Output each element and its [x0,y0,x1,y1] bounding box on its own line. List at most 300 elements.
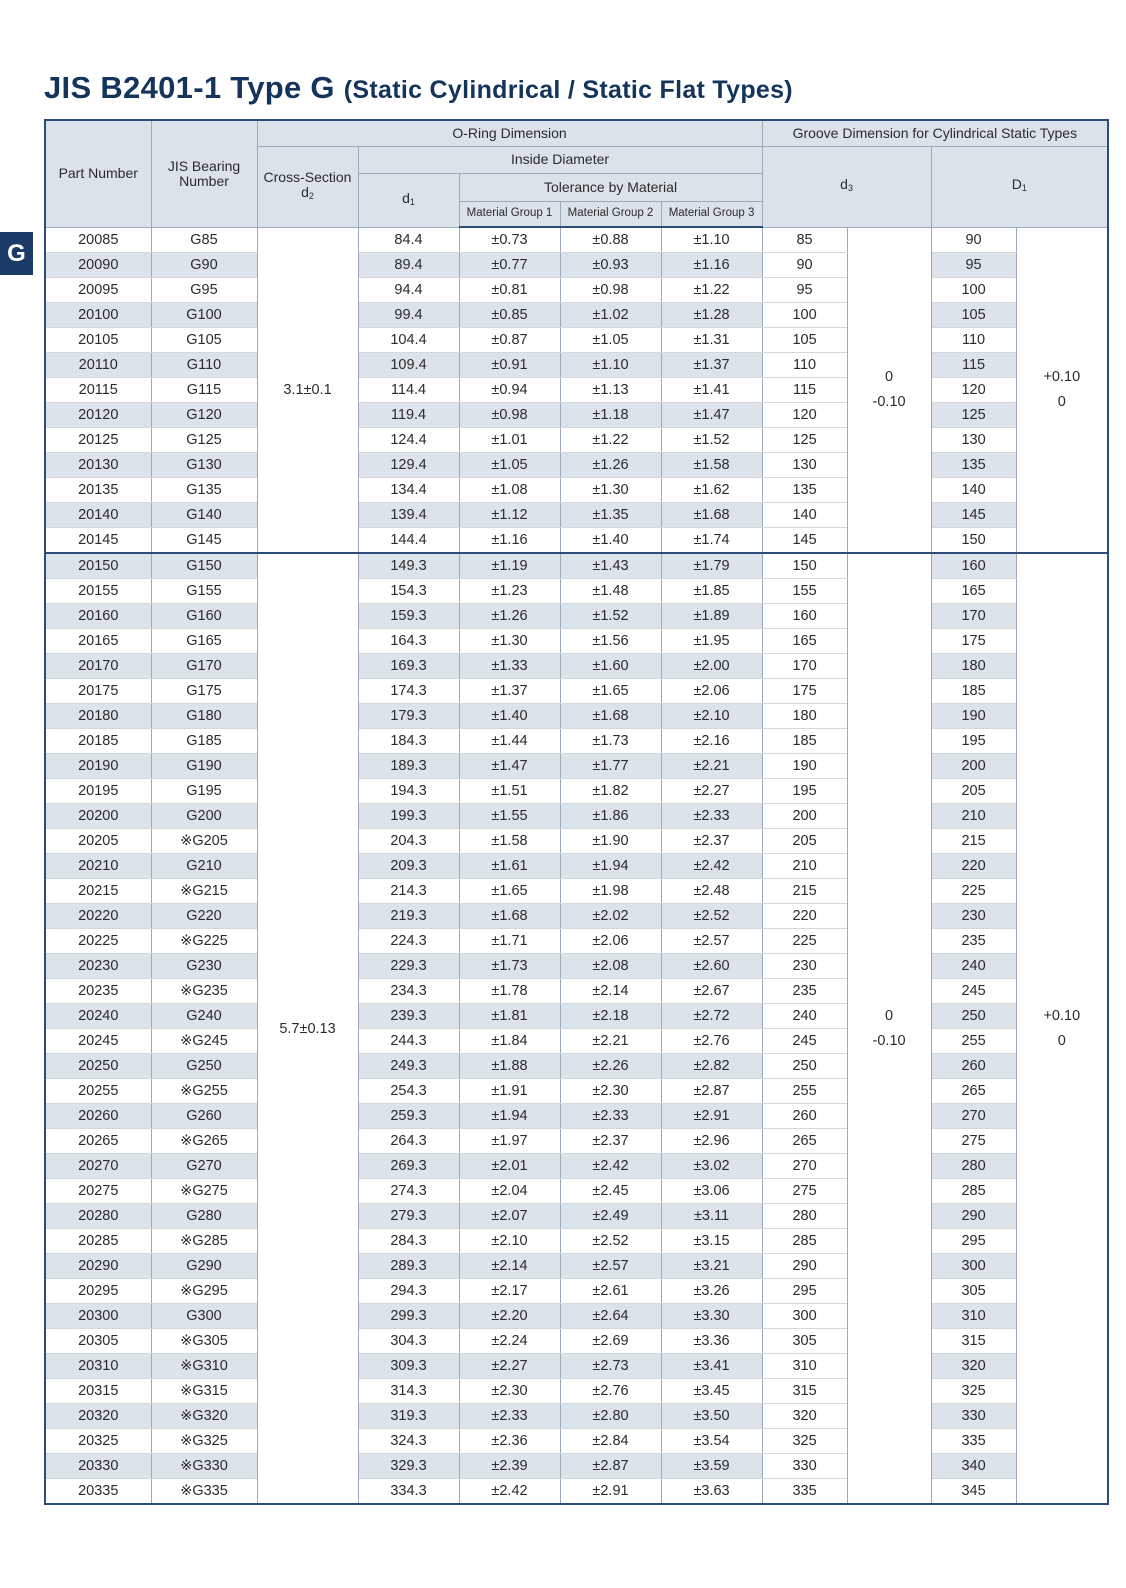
cell-inside-diameter: 139.4 [358,503,459,528]
cell-d3: 245 [762,1029,847,1054]
cell-jis-number: G165 [151,629,257,654]
cell-tol-group-2: ±2.57 [560,1254,661,1279]
header-groove-dimension: Groove Dimension for Cylindrical Static Types [762,120,1108,146]
cell-d3: 170 [762,654,847,679]
cell-d3: 120 [762,403,847,428]
cell-tol-group-3: ±2.21 [661,754,762,779]
table-row [45,679,1108,704]
cell-part-number: 20270 [45,1154,151,1179]
cell-jis-number: G260 [151,1104,257,1129]
cell-jis-number: G160 [151,604,257,629]
cell-D1: 340 [931,1454,1016,1479]
cell-part-number: 20215 [45,879,151,904]
cell-inside-diameter: 279.3 [358,1204,459,1229]
cell-D1: 280 [931,1154,1016,1179]
table-row [45,303,1108,328]
cell-d3: 230 [762,954,847,979]
cell-tol-group-2: ±1.94 [560,854,661,879]
cell-d3: 270 [762,1154,847,1179]
table-row [45,428,1108,453]
d3-tol-lower: -0.10 [872,1032,906,1049]
cell-inside-diameter: 154.3 [358,579,459,604]
table-row [45,1279,1108,1304]
cell-tol-group-3: ±1.10 [661,227,762,253]
cell-tol-group-3: ±3.30 [661,1304,762,1329]
cell-jis-number: ※G295 [151,1279,257,1304]
header-d1 [358,173,459,227]
cell-D1-tolerance [1016,553,1108,1504]
cell-jis-number: G200 [151,804,257,829]
cell-d3: 260 [762,1104,847,1129]
cell-inside-diameter: 109.4 [358,353,459,378]
cell-D1: 305 [931,1279,1016,1304]
cell-tol-group-2: ±1.77 [560,754,661,779]
cell-D1: 215 [931,829,1016,854]
cell-tol-group-1: ±2.04 [459,1179,560,1204]
cell-tol-group-1: ±1.97 [459,1129,560,1154]
cell-tol-group-1: ±0.85 [459,303,560,328]
cell-jis-number: G125 [151,428,257,453]
table-row [45,353,1108,378]
cell-d3: 235 [762,979,847,1004]
cell-D1: 285 [931,1179,1016,1204]
cell-tol-group-1: ±2.30 [459,1379,560,1404]
cell-D1: 325 [931,1379,1016,1404]
cell-jis-number: ※G305 [151,1329,257,1354]
cell-inside-diameter: 269.3 [358,1154,459,1179]
cell-inside-diameter: 179.3 [358,704,459,729]
cell-tol-group-3: ±2.06 [661,679,762,704]
header-material-group-2: Material Group 2 [560,201,661,227]
cell-tol-group-1: ±1.78 [459,979,560,1004]
cell-D1: 175 [931,629,1016,654]
cell-part-number: 20175 [45,679,151,704]
cell-D1: 120 [931,378,1016,403]
cell-tol-group-1: ±2.27 [459,1354,560,1379]
cell-tol-group-3: ±2.00 [661,654,762,679]
cell-tol-group-3: ±1.79 [661,553,762,579]
header-part-number: Part Number [45,120,151,227]
cell-tol-group-2: ±2.84 [560,1429,661,1454]
cell-tol-group-2: ±1.26 [560,453,661,478]
cell-inside-diameter: 119.4 [358,403,459,428]
cell-jis-number: G100 [151,303,257,328]
cell-tol-group-3: ±2.27 [661,779,762,804]
cell-jis-number: G90 [151,253,257,278]
cell-inside-diameter: 224.3 [358,929,459,954]
cell-tol-group-1: ±1.65 [459,879,560,904]
cell-tol-group-1: ±2.07 [459,1204,560,1229]
cell-tol-group-2: ±1.60 [560,654,661,679]
cell-tol-group-2: ±1.90 [560,829,661,854]
table-row [45,453,1108,478]
cell-tol-group-2: ±0.88 [560,227,661,253]
cell-D1: 250 [931,1004,1016,1029]
cell-tol-group-1: ±1.19 [459,553,560,579]
cell-tol-group-1: ±1.12 [459,503,560,528]
D1-tol-upper: +0.10 [1043,368,1081,385]
cell-tol-group-1: ±2.14 [459,1254,560,1279]
header-d1-subscript: 1 [409,196,415,207]
cell-inside-diameter: 99.4 [358,303,459,328]
cell-tol-group-2: ±1.52 [560,604,661,629]
cell-part-number: 20145 [45,528,151,554]
table-row [45,754,1108,779]
header-d3-subscript: 3 [847,183,853,193]
cell-part-number: 20115 [45,378,151,403]
cell-tol-group-3: ±1.89 [661,604,762,629]
cell-part-number: 20095 [45,278,151,303]
cell-jis-number: G85 [151,227,257,253]
cell-jis-number: G180 [151,704,257,729]
cell-tol-group-2: ±1.18 [560,403,661,428]
cell-d3: 100 [762,303,847,328]
cell-D1: 255 [931,1029,1016,1054]
cell-inside-diameter: 84.4 [358,227,459,253]
cell-jis-number: G175 [151,679,257,704]
cell-inside-diameter: 294.3 [358,1279,459,1304]
cell-d3: 210 [762,854,847,879]
cell-inside-diameter: 94.4 [358,278,459,303]
cell-part-number: 20320 [45,1404,151,1429]
cell-part-number: 20240 [45,1004,151,1029]
page-title [44,70,793,106]
cell-tol-group-1: ±2.36 [459,1429,560,1454]
cell-inside-diameter: 314.3 [358,1379,459,1404]
cell-jis-number: ※G215 [151,879,257,904]
cell-D1: 165 [931,579,1016,604]
cell-part-number: 20245 [45,1029,151,1054]
cell-d3: 200 [762,804,847,829]
cell-D1: 150 [931,528,1016,554]
table-row [45,1254,1108,1279]
cell-d3: 190 [762,754,847,779]
cell-tol-group-1: ±0.87 [459,328,560,353]
cell-tol-group-2: ±1.98 [560,879,661,904]
cell-part-number: 20225 [45,929,151,954]
table-row [45,1004,1108,1029]
cell-tol-group-2: ±2.06 [560,929,661,954]
cell-D1: 335 [931,1429,1016,1454]
table-row [45,253,1108,278]
cell-d3: 130 [762,453,847,478]
cell-tol-group-3: ±1.85 [661,579,762,604]
cell-D1: 195 [931,729,1016,754]
cell-part-number: 20085 [45,227,151,253]
cell-part-number: 20285 [45,1229,151,1254]
cell-tol-group-2: ±1.05 [560,328,661,353]
cell-tol-group-2: ±1.56 [560,629,661,654]
cell-tol-group-1: ±1.88 [459,1054,560,1079]
cell-tol-group-3: ±2.42 [661,854,762,879]
cell-tol-group-2: ±2.61 [560,1279,661,1304]
cell-tol-group-1: ±2.42 [459,1479,560,1505]
cell-jis-number: ※G255 [151,1079,257,1104]
cell-inside-diameter: 219.3 [358,904,459,929]
table-row [45,553,1108,579]
cell-inside-diameter: 149.3 [358,553,459,579]
cell-tol-group-2: ±2.69 [560,1329,661,1354]
cell-tol-group-3: ±1.41 [661,378,762,403]
cell-inside-diameter: 89.4 [358,253,459,278]
table-row [45,503,1108,528]
cell-D1: 100 [931,278,1016,303]
cell-tol-group-3: ±1.16 [661,253,762,278]
cell-d3: 125 [762,428,847,453]
table-row [45,227,1108,253]
cell-tol-group-1: ±1.01 [459,428,560,453]
cell-tol-group-1: ±0.77 [459,253,560,278]
cell-tol-group-2: ±1.02 [560,303,661,328]
cell-jis-number: G280 [151,1204,257,1229]
cell-part-number: 20290 [45,1254,151,1279]
cell-tol-group-2: ±2.37 [560,1129,661,1154]
cell-jis-number: G170 [151,654,257,679]
cell-tol-group-2: ±2.64 [560,1304,661,1329]
cell-tol-group-3: ±2.96 [661,1129,762,1154]
table-row [45,1179,1108,1204]
table-row [45,1104,1108,1129]
header-d2-symbol: d [301,183,309,200]
table-row [45,1079,1108,1104]
cell-tol-group-1: ±1.08 [459,478,560,503]
d3-tol-upper: 0 [885,368,894,385]
cell-D1-tolerance [1016,227,1108,553]
cell-tol-group-1: ±1.30 [459,629,560,654]
cell-tol-group-2: ±2.02 [560,904,661,929]
cell-tol-group-1: ±1.68 [459,904,560,929]
table-row [45,1479,1108,1505]
title-main: JIS B2401-1 Type G [44,70,335,105]
cell-jis-number: ※G265 [151,1129,257,1154]
cell-tol-group-1: ±1.26 [459,604,560,629]
cell-tol-group-1: ±1.47 [459,754,560,779]
cell-D1: 110 [931,328,1016,353]
cell-inside-diameter: 264.3 [358,1129,459,1154]
cell-D1: 90 [931,227,1016,253]
cell-D1: 140 [931,478,1016,503]
cell-tol-group-2: ±2.18 [560,1004,661,1029]
cell-tol-group-2: ±1.68 [560,704,661,729]
cell-inside-diameter: 274.3 [358,1179,459,1204]
section-tab-g: G [0,232,33,275]
cell-part-number: 20335 [45,1479,151,1505]
cell-jis-number: ※G285 [151,1229,257,1254]
cell-d3: 330 [762,1454,847,1479]
cell-D1: 265 [931,1079,1016,1104]
cell-jis-number: G195 [151,779,257,804]
table-row [45,729,1108,754]
cell-inside-diameter: 329.3 [358,1454,459,1479]
cell-tol-group-3: ±1.62 [661,478,762,503]
cell-jis-number: G115 [151,378,257,403]
cell-part-number: 20150 [45,553,151,579]
cell-jis-number: ※G335 [151,1479,257,1505]
cell-d3: 85 [762,227,847,253]
cell-part-number: 20170 [45,654,151,679]
cell-d3: 180 [762,704,847,729]
cell-tol-group-1: ±1.16 [459,528,560,554]
cell-part-number: 20100 [45,303,151,328]
cell-inside-diameter: 169.3 [358,654,459,679]
cell-jis-number: G110 [151,353,257,378]
table-row [45,1154,1108,1179]
cell-D1: 270 [931,1104,1016,1129]
cell-D1: 170 [931,604,1016,629]
cell-tol-group-1: ±1.58 [459,829,560,854]
header-D1-subscript: 1 [1021,183,1027,193]
cell-jis-number: G300 [151,1304,257,1329]
cell-D1: 300 [931,1254,1016,1279]
table-row [45,704,1108,729]
cell-inside-diameter: 134.4 [358,478,459,503]
cell-D1: 180 [931,654,1016,679]
cell-inside-diameter: 204.3 [358,829,459,854]
cell-tol-group-2: ±1.35 [560,503,661,528]
cell-D1: 330 [931,1404,1016,1429]
cell-d3: 300 [762,1304,847,1329]
cell-part-number: 20235 [45,979,151,1004]
header-tolerance-by-material: Tolerance by Material [459,173,762,201]
table-row [45,1204,1108,1229]
cell-part-number: 20325 [45,1429,151,1454]
cell-tol-group-1: ±1.91 [459,1079,560,1104]
cell-D1: 190 [931,704,1016,729]
cell-tol-group-1: ±1.61 [459,854,560,879]
cell-tol-group-1: ±1.05 [459,453,560,478]
cell-part-number: 20310 [45,1354,151,1379]
header-d3 [762,146,931,227]
cell-tol-group-3: ±2.72 [661,1004,762,1029]
cell-tol-group-3: ±1.95 [661,629,762,654]
cell-tol-group-3: ±3.54 [661,1429,762,1454]
table-row [45,1304,1108,1329]
cell-jis-number: ※G320 [151,1404,257,1429]
cell-D1: 95 [931,253,1016,278]
table-row [45,804,1108,829]
cell-D1: 205 [931,779,1016,804]
cell-inside-diameter: 114.4 [358,378,459,403]
cell-d3: 250 [762,1054,847,1079]
cell-tol-group-2: ±2.80 [560,1404,661,1429]
header-material-group-1: Material Group 1 [459,201,560,227]
cell-tol-group-2: ±2.42 [560,1154,661,1179]
table-row [45,328,1108,353]
cell-tol-group-2: ±2.45 [560,1179,661,1204]
cell-d3: 165 [762,629,847,654]
cell-jis-number: ※G310 [151,1354,257,1379]
cell-jis-number: G220 [151,904,257,929]
cell-jis-number: G145 [151,528,257,554]
header-d2-subscript: 2 [308,190,314,201]
cell-inside-diameter: 289.3 [358,1254,459,1279]
cell-tol-group-3: ±1.31 [661,328,762,353]
cell-tol-group-3: ±2.48 [661,879,762,904]
cell-tol-group-1: ±2.17 [459,1279,560,1304]
cell-part-number: 20190 [45,754,151,779]
cell-tol-group-1: ±1.71 [459,929,560,954]
table-row [45,1404,1108,1429]
table-row [45,879,1108,904]
header-cross-section [257,146,358,227]
cell-tol-group-3: ±2.10 [661,704,762,729]
title-subtitle: (Static Cylindrical / Static Flat Types) [343,76,793,104]
cell-part-number: 20255 [45,1079,151,1104]
cell-inside-diameter: 104.4 [358,328,459,353]
cell-tol-group-3: ±3.41 [661,1354,762,1379]
cell-part-number: 20260 [45,1104,151,1129]
cell-part-number: 20265 [45,1129,151,1154]
cell-jis-number: G140 [151,503,257,528]
table-row [45,1129,1108,1154]
cell-d3: 150 [762,553,847,579]
cell-jis-number: G155 [151,579,257,604]
cell-tol-group-2: ±1.22 [560,428,661,453]
D1-tol-lower: 0 [1057,1032,1066,1049]
cell-d3: 215 [762,879,847,904]
cell-d3: 255 [762,1079,847,1104]
cell-inside-diameter: 214.3 [358,879,459,904]
cell-tol-group-3: ±2.82 [661,1054,762,1079]
cell-part-number: 20155 [45,579,151,604]
table-row [45,654,1108,679]
cell-tol-group-2: ±2.21 [560,1029,661,1054]
cell-d3: 335 [762,1479,847,1505]
cell-D1: 115 [931,353,1016,378]
cell-inside-diameter: 249.3 [358,1054,459,1079]
cell-jis-number: G240 [151,1004,257,1029]
cell-part-number: 20160 [45,604,151,629]
cell-jis-number: ※G235 [151,979,257,1004]
cell-tol-group-1: ±2.39 [459,1454,560,1479]
table-row [45,528,1108,554]
cell-jis-number: G190 [151,754,257,779]
spec-table-body [45,227,1108,1504]
cell-tol-group-2: ±2.14 [560,979,661,1004]
cell-d3: 290 [762,1254,847,1279]
cell-D1: 320 [931,1354,1016,1379]
table-row [45,779,1108,804]
cell-d3: 195 [762,779,847,804]
cell-tol-group-3: ±1.52 [661,428,762,453]
table-row [45,829,1108,854]
table-row [45,403,1108,428]
cell-tol-group-3: ±3.02 [661,1154,762,1179]
cell-d3: 160 [762,604,847,629]
cell-d3: 155 [762,579,847,604]
cell-D1: 105 [931,303,1016,328]
table-row [45,1029,1108,1054]
cell-inside-diameter: 144.4 [358,528,459,554]
cell-inside-diameter: 284.3 [358,1229,459,1254]
cell-inside-diameter: 239.3 [358,1004,459,1029]
cell-D1: 230 [931,904,1016,929]
cell-tol-group-1: ±1.94 [459,1104,560,1129]
cell-part-number: 20105 [45,328,151,353]
cell-jis-number: G105 [151,328,257,353]
cell-D1: 245 [931,979,1016,1004]
cell-jis-number: ※G245 [151,1029,257,1054]
cell-tol-group-3: ±1.47 [661,403,762,428]
cell-jis-number: ※G225 [151,929,257,954]
cell-D1: 290 [931,1204,1016,1229]
cell-d3: 285 [762,1229,847,1254]
table-row [45,579,1108,604]
cell-tol-group-2: ±1.65 [560,679,661,704]
cell-d3: 140 [762,503,847,528]
cell-D1: 260 [931,1054,1016,1079]
cell-tol-group-2: ±2.87 [560,1454,661,1479]
